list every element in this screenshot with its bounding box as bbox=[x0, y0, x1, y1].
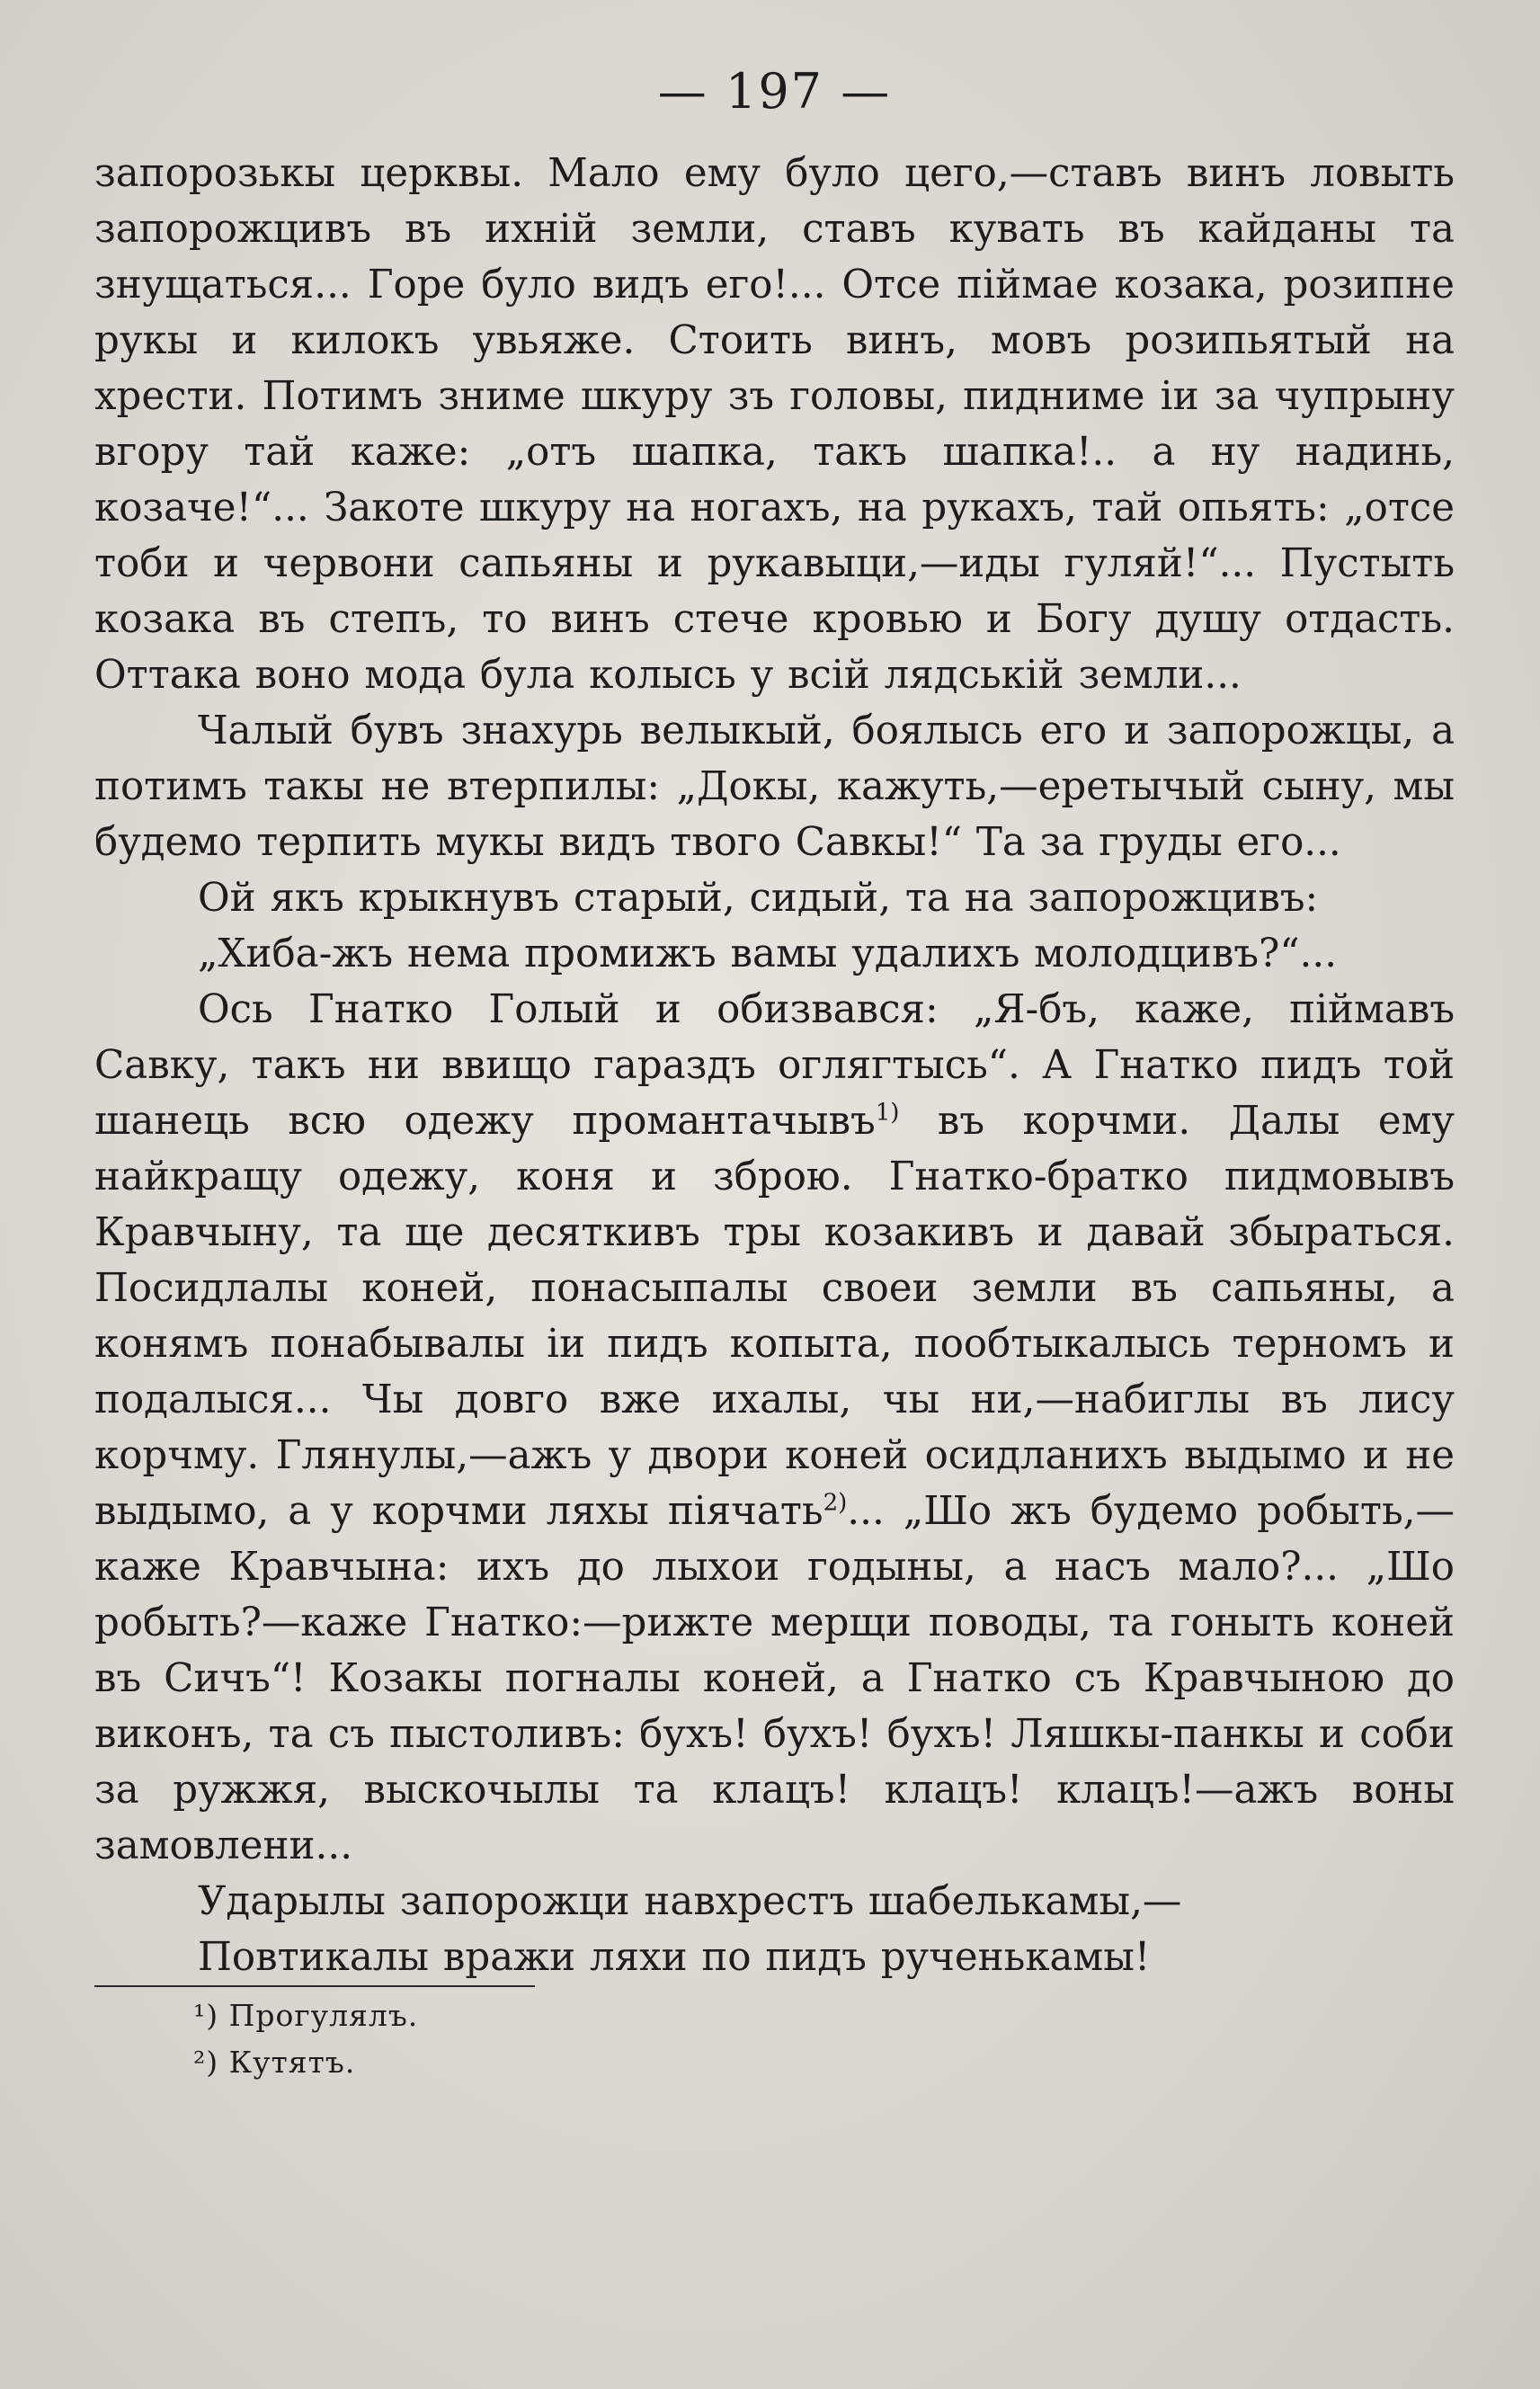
paragraph-5-part-1: Ось Гнатко Голый и обизвався: „Я-бъ, каже, піймавъ Савку, такъ ни ввищо гараздъ оглягтысь“. А Гнатко пидъ той шанець всю одежу промантачывъ bbox=[94, 987, 1455, 1144]
body-text bbox=[94, 146, 1455, 1985]
paragraph-3: Ой якъ крыкнувъ старый, сидый, та на запорожцивъ: bbox=[198, 876, 1319, 921]
footnotes bbox=[193, 1992, 1455, 2086]
footnote-2: ²) Кутятъ. bbox=[193, 2045, 356, 2080]
paragraph-5-part-2: въ корчми. Далы ему найкращу одежу, коня и зброю. Гнатко-братко пидмовывъ Кравчыну, та ще десяткивъ тры козакивъ и давай збыраться. Посидлалы коней, понасыпалы своеи земли въ сапьяны, а конямъ понабывалы іи пидъ копыта, пообтыкалысь терномъ и подалыся... Чы довго вже ихалы, чы ни,—набиглы въ лису корчму. Глянулы,—ажъ у двори коней осидланихъ выдымо и не выдымо, а у корчми ляхы піячать bbox=[94, 1099, 1455, 1534]
paragraph-5-part-3: ... „Шо жъ будемо робыть,—каже Кравчына: ихъ до лыхои годыны, а насъ мало?... „Шо робыть?—каже Гнатко:—рижте мерщи поводы, та гоныть коней въ Сичъ“! Козакы погналы коней, а Гнатко съ Кравчыною до виконъ, та съ пыстоливъ: бухъ! бухъ! бухъ! Ляшкы-панкы и соби за ружжя, выскочылы та клацъ! клацъ! клацъ!—ажъ воны замовлени... bbox=[94, 1489, 1455, 1868]
paragraph-4: „Хиба-жъ нема промижъ вамы удалихъ молодцивъ?“... bbox=[198, 932, 1338, 976]
paragraph-1: запорозькы церквы. Мало ему було цего,—ставъ винъ ловыть запорожцивъ въ ихній земли, ставъ кувать въ кайданы та знущаться... Горе було видъ его!... Отсе піймае козака, розипне рукы и килокъ увьяже. Стоить винъ, мовъ розипьятый на хрести. Потимъ зниме шкуру зъ головы, пидниме іи за чупрыну вгору тай каже: „отъ шапка, такъ шапка!.. а ну надинь, козаче!“... Закоте шкуру на ногахъ, на рукахъ, тай опьять: „отсе тоби и червони сапьяны и рукавыци,—иды гуляй!“... Пустыть козака въ степъ, то винъ стече кровью и Богу душу отдасть. Оттака воно мода була колысь у всій лядській земли... bbox=[94, 151, 1455, 698]
page-number: — 197 — bbox=[657, 63, 892, 120]
paragraph-2: Чалый бувъ знахурь велыкый, боялысь его и запорожцы, а потимъ такы не втерпилы: „Докы, кажуть,—еретычый сыну, мы будемо терпить мукы видъ твого Савкы!“ Та за груды его... bbox=[94, 709, 1455, 865]
verse-line-2: Повтикалы вражи ляхи по пидъ рученькамы! bbox=[198, 1935, 1151, 1980]
footnote-ref-2: 2) bbox=[823, 1489, 848, 1517]
footnote-divider bbox=[94, 1985, 535, 1987]
footnote-ref-1: 1) bbox=[875, 1099, 900, 1127]
verse-line-1: Ударылы запорожци навхрестъ шабелькамы,— bbox=[198, 1879, 1182, 1924]
paragraph-5 bbox=[94, 982, 1455, 1874]
footnote-1: ¹) Прогулялъ. bbox=[193, 1998, 419, 2033]
